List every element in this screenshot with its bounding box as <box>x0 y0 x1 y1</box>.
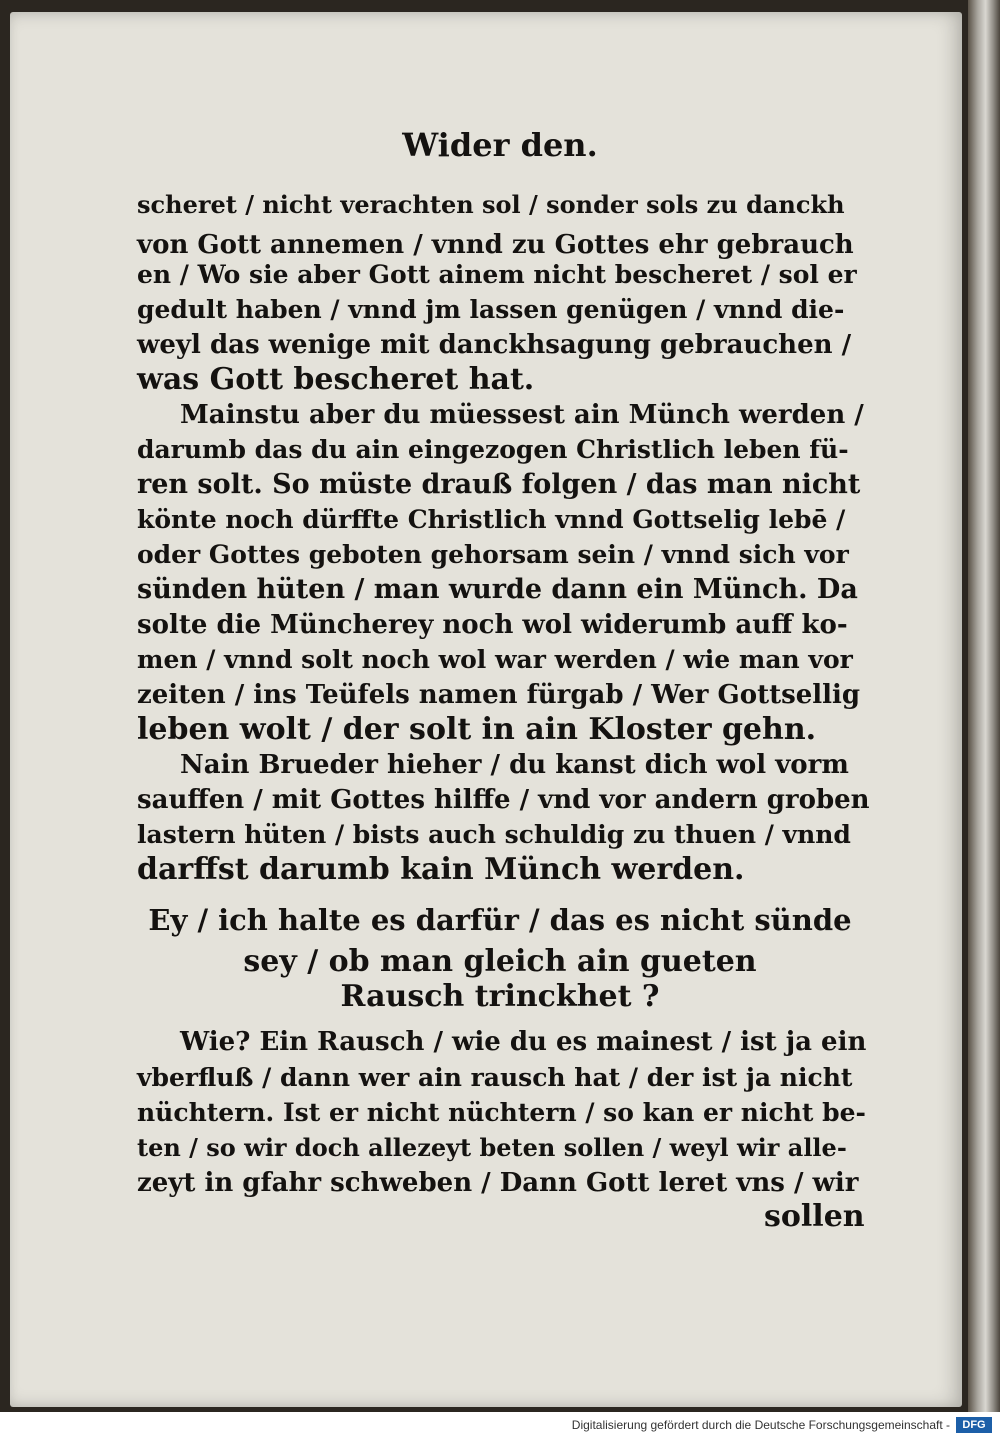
text-line: scheret / nicht verachten sol / sonder sols zu danckh <box>137 190 845 219</box>
text-line: vberfluß / dann wer ain rausch hat / der ist ja nicht <box>137 1063 853 1092</box>
text-line: von Gott annemen / vnnd zu Gottes ehr gebrauch <box>137 230 854 260</box>
text-line: nüchtern. Ist er nicht nüchtern / so kan er nicht be- <box>137 1098 866 1127</box>
text-line: ren solt. So müste drauß folgen / das man nicht <box>137 469 861 500</box>
text-line: men / vnnd solt noch wol war werden / wie man vor <box>137 645 853 674</box>
section-heading: Ey / ich halte es darfür / das es nicht sünde <box>148 903 852 937</box>
text-line: solte die Müncherey noch wol widerumb auff ko- <box>137 610 848 640</box>
text-line: oder Gottes geboten gehorsam sein / vnnd sich vor <box>137 540 849 569</box>
section-heading: sey / ob man gleich ain gueten <box>243 944 757 979</box>
text-line: sauffen / mit Gottes hilffe / vnd vor andern groben <box>137 785 870 815</box>
book-spine <box>968 0 1000 1412</box>
text-line: Mainstu aber du müessest ain Münch werden / <box>180 400 864 430</box>
catchword: sollen <box>764 1199 865 1234</box>
text-line: Wie? Ein Rausch / wie du es mainest / ist ja ein <box>180 1027 867 1057</box>
text-line: en / Wo sie aber Gott ainem nicht bescheret / sol er <box>137 260 857 289</box>
text-line: Nain Brueder hieher / du kanst dich wol vorm <box>180 750 849 780</box>
text-line: zeiten / ins Teüfels namen fürgab / Wer Gottsellig <box>137 680 861 710</box>
text-line: könte noch dürffte Christlich vnnd Gottselig lebē / <box>137 505 846 534</box>
running-head: Wider den. <box>402 126 598 164</box>
dfg-logo[interactable]: DFG <box>956 1417 992 1433</box>
text-line: was Gott bescheret hat. <box>137 362 535 397</box>
text-line: darumb das du ain eingezogen Christlich leben fü- <box>137 435 849 464</box>
text-line: lastern hüten / bists auch schuldig zu thuen / vnnd <box>137 820 851 849</box>
text-line: leben wolt / der solt in ain Kloster gehn. <box>137 712 817 747</box>
text-line: gedult haben / vnnd jm lassen genügen / vnnd die- <box>137 295 845 324</box>
text-line: weyl das wenige mit danckhsagung gebrauchen / <box>137 330 852 360</box>
text-line: darffst darumb kain Münch werden. <box>137 852 745 887</box>
text-line: ten / so wir doch allezeyt beten sollen / weyl wir alle- <box>137 1133 847 1162</box>
text-line: sünden hüten / man wurde dann ein Münch. Da <box>137 574 858 605</box>
footer-credit: Digitalisierung gefördert durch die Deutsche Forschungsgemeinschaft - <box>571 1418 950 1432</box>
text-line: zeyt in gfahr schweben / Dann Gott leret vns / wir <box>137 1168 859 1198</box>
section-heading: Rausch trinckhet ? <box>340 979 660 1014</box>
